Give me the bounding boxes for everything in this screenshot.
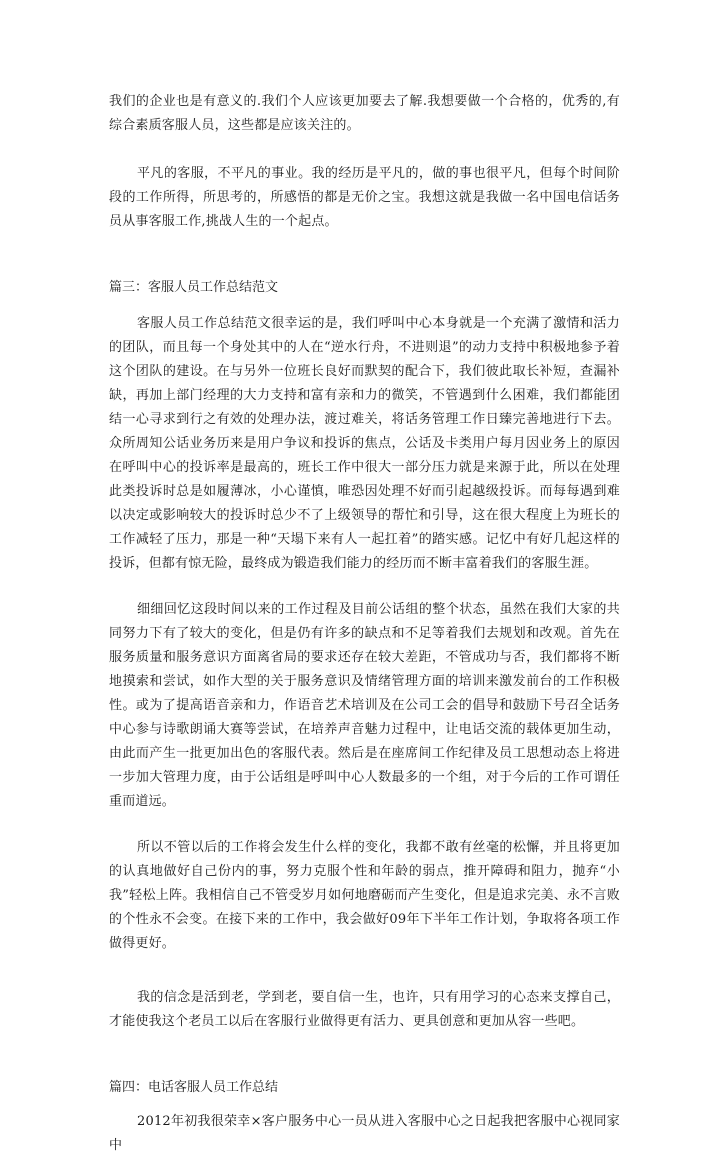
paragraph-6: 我的信念是活到老，学到老，要自信一生，也许，只有用学习的心态来支撑自己，才能使我这个老员工以后在客服行业做得更有活力、更具创意和更加从容一些吧。 bbox=[109, 990, 620, 1029]
paragraph-3: 客服人员工作总结范文很幸运的是，我们呼叫中心本身就是一个充满了激情和活力的团队，而且每一个身处其中的人在“逆水行舟，不进则退”的动力支持中积极地参予着这个团队的建设。在与另外一位班长良好而默契的配合下，我们彼此取长补短，查漏补缺，再加上部门经理的大力支持和富有亲和力的微笑，不管遇到什么困难，我们都能团结一心寻求到行之有效的处理办法，渡过难关，将话务管理工作日臻完善地进行下去。众所周知公话业务历来是用户争议和投诉的焦点，公话及卡类用户每月因业务上的原因在呼叫中心的投诉率是最高的，班长工作中很大一部分压力就是来源于此，所以在处理此类投诉时总是如履薄冰，小心谨慎，唯恐因处理不好而引起越级投诉。而每每遇到难以决定或影响较大的投诉时总少不了上级领导的帮忙和引导，这在很大程度上为班长的工作减轻了压力，那是一种“天塌下来有人一起扛着”的踏实感。记忆中有好几起这样的投诉，但都有惊无险，最终成为锻造我们能力的经历而不断丰富着我们的客服生涯。 bbox=[109, 316, 620, 571]
paragraph-4: 细细回忆这段时间以来的工作过程及目前公话组的整个状态，虽然在我们大家的共同努力下有了较大的变化，但是仍有许多的缺点和不足等着我们去规划和改观。首先在服务质量和服务意识方面离省局的要求还存在较大差距，不管成功与否，我们都将不断地摸索和尝试，如作大型的关于服务意识及情绪管理方面的培训来激发前台的工作积极性。或为了提高语音亲和力，作语音艺术培训及在公司工会的倡导和鼓励下号召全话务中心参与诗歌朗诵大赛等尝试，在培养声音魅力过程中，让电话交流的载体更加生动，由此而产生一批更加出色的客服代表。然后是在座席间工作纪律及员工思想动态上将进一步加大管理力度，由于公话组是呼叫中心人数最多的一个组，对于今后的工作可谓任重而道远。 bbox=[109, 602, 620, 809]
document-page bbox=[109, 90, 620, 1158]
paragraph-7: 2012年初我很荣幸×客户服务中心一员从进入客服中心之日起我把客服中心视同家中 bbox=[109, 1114, 620, 1153]
section-heading-3: 篇三：客服人员工作总结范文 bbox=[109, 280, 279, 295]
paragraph-5: 所以不管以后的工作将会发生什么样的变化，我都不敢有丝毫的松懈，并且将更加的认真地做好自己份内的事，努力克服个性和年龄的弱点，推开障碍和阻力，抛弃“小我”轻松上阵。我相信自己不管受岁月如何地磨砺而产生变化，但是追求完美、永不言败的个性永不会变。在接下来的工作中，我会做好09年下半年工作计划，争取将各项工作做得更好。 bbox=[109, 840, 620, 951]
section-heading-4: 篇四：电话客服人员工作总结 bbox=[109, 1080, 279, 1095]
paragraph-2: 平凡的客服，不平凡的事业。我的经历是平凡的，做的事也很平凡，但每个时间阶段的工作所得，所思考的，所感悟的都是无价之宝。我想这就是我做一名中国电信话务员从事客服工作,挑战人生的一个起点。 bbox=[109, 166, 620, 229]
paragraph-1: 我们的企业也是有意义的.我们个人应该更加要去了解.我想要做一个合格的，优秀的,有综合素质客服人员，这些都是应该关注的。 bbox=[109, 94, 620, 133]
